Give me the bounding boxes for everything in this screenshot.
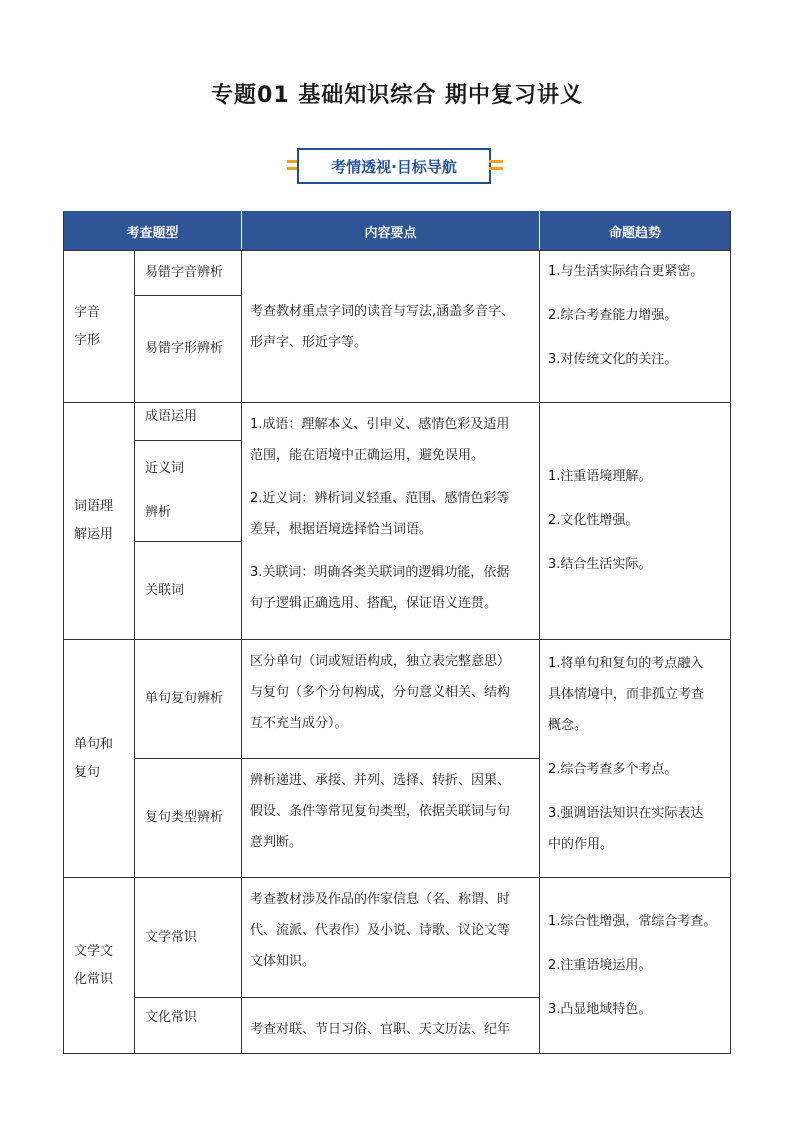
table-row [64,403,731,441]
badge-label: 考情透视·目标导航 [297,148,491,184]
table-header-row [64,212,731,251]
trend-cell: 1.注重语境理解。 2.文化性增强。 3.结合生活实际。 [540,403,731,640]
subtype-cell: 文化常识 [135,998,242,1054]
content-cell: 辨析递进、承接、并列、选择、转折、因果、 假设、条件等常见复句类型，依据关联词与句 意判断。 [242,759,540,878]
subtype-cell: 易错字形辨析 [135,296,242,403]
content-cell: 1.成语：理解本义、引申义、感情色彩及适用 范围，能在语境中正确运用，避免误用。 2.近义词：辨析词义轻重、范围、感情色彩等 差异，根据语境选择恰当词语。 3.关联词：明确各类关联词的逻辑功能，依据 句子逻辑正确选用、搭配，保证语义连贯。 [242,403,540,640]
trend-cell: 1.将单句和复句的考点融入 具体情境中，而非孤立考查 概念。 2.综合考查多个考点。 3.强调语法知识在实际表达 中的作用。 [540,640,731,878]
table-row [64,878,731,998]
header-trend: 命题趋势 [540,212,731,251]
table-row [64,640,731,759]
page-title: 专题01 基础知识综合 期中复习讲义 [211,83,583,108]
content-cell: 考查教材涉及作品的作家信息（名、称谓、时 代、流派、代表作）及小说、诗歌、议论文等 文体知识。 [242,878,540,998]
trend-cell: 1.综合性增强，常综合考查。 2.注重语境运用。 3.凸显地域特色。 [540,878,731,1054]
subtype-cell: 成语运用 [135,403,242,441]
content-cell: 区分单句（词或短语构成，独立表完整意思） 与复句（多个分句构成，分句意义相关、结构 互不充当成分）。 [242,640,540,759]
badge-decoration-right [489,160,503,174]
category-cell: 字音 字形 [64,251,135,403]
subtype-cell: 易错字音辨析 [135,251,242,296]
content-cell: 考查对联、节日习俗、官职、天文历法、纪年 [242,998,540,1054]
table-row [64,251,731,296]
trend-cell: 1.与生活实际结合更紧密。 2.综合考查能力增强。 3.对传统文化的关注。 [540,251,731,403]
content-cell: 考查教材重点字词的读音与写法,涵盖多音字、 形声字、形近字等。 [242,251,540,403]
subtype-cell: 复句类型辨析 [135,759,242,878]
header-question-type: 考查题型 [64,212,242,251]
category-cell: 文学文 化常识 [64,878,135,1054]
subtype-cell: 文学常识 [135,878,242,998]
exam-overview-table [63,211,731,1054]
category-cell: 词语理 解运用 [64,403,135,640]
section-badge [287,148,503,188]
subtype-cell: 关联词 [135,542,242,640]
subtype-cell: 近义词 辨析 [135,441,242,542]
subtype-cell: 单句复句辨析 [135,640,242,759]
category-cell: 单句和 复句 [64,640,135,878]
header-content: 内容要点 [242,212,540,251]
